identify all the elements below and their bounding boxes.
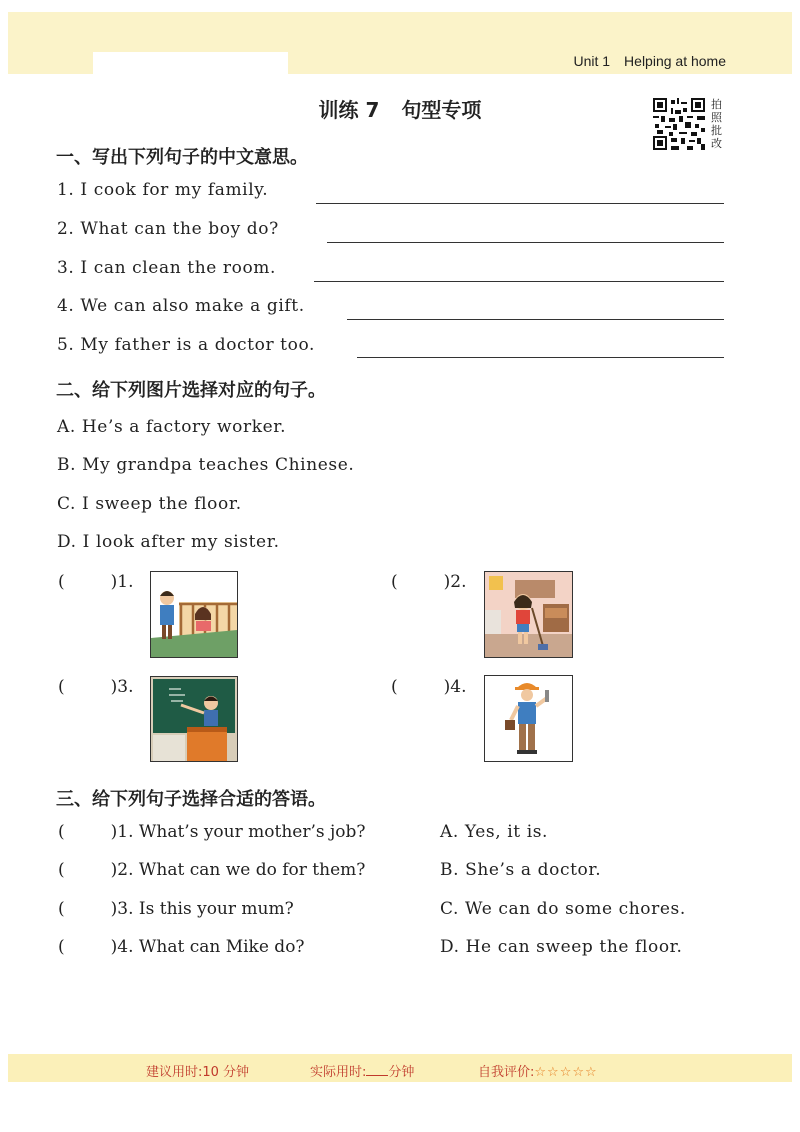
s3-answer-c: C. We can do some chores. (440, 899, 686, 919)
qr-caption-char: 照 (711, 111, 722, 124)
section1-title: 一、写出下列句子的中文意思。 (56, 147, 308, 168)
suggested-time: 建议用时:10 分钟 (146, 1065, 250, 1080)
qr-caption-char: 批 (711, 124, 722, 137)
self-eval-label: 自我评价: (478, 1065, 535, 1080)
question-text: )2. What can we do for them? (110, 860, 366, 880)
s2-option-d: D. I look after my sister. (57, 532, 280, 552)
s1-item-5: 5. My father is a doctor too. (57, 335, 315, 355)
actual-time-blank[interactable] (366, 1064, 388, 1076)
rating-stars-icon[interactable]: ☆☆☆☆☆ (534, 1065, 598, 1080)
section3-title: 三、给下列句子选择合适的答语。 (56, 789, 326, 810)
paren-open: ( (391, 572, 398, 592)
s2-answer-blank-1[interactable] (58, 572, 134, 592)
s3-question-3[interactable] (58, 899, 294, 919)
question-text: )1. What’s your mother’s job? (110, 822, 366, 842)
question-text: )4. What can Mike do? (110, 937, 305, 957)
s3-question-4[interactable] (58, 937, 305, 957)
question-text: )3. Is this your mum? (110, 899, 294, 919)
s1-answer-line-4[interactable] (347, 319, 724, 320)
paren-open: ( (58, 937, 65, 957)
qr-caption-char: 拍 (711, 98, 722, 111)
paren-open: ( (58, 822, 65, 842)
s2-answer-blank-4[interactable] (391, 677, 467, 697)
paren-open: ( (58, 860, 65, 880)
unit-number: Unit 1 (573, 53, 611, 69)
exercise-title: 句型专项 (401, 98, 482, 122)
s1-item-1: 1. I cook for my family. (57, 180, 269, 200)
s1-item-2: 2. What can the boy do? (57, 219, 279, 239)
header-blank (93, 52, 288, 76)
picture-number: )4. (443, 677, 467, 697)
picture-number: )2. (443, 572, 467, 592)
s3-answer-a: A. Yes, it is. (440, 822, 549, 842)
s1-item-3: 3. I can clean the room. (57, 258, 277, 278)
self-evaluation (478, 1061, 598, 1080)
children-in-bed-picture (150, 571, 238, 658)
s1-item-4: 4. We can also make a gift. (57, 296, 305, 316)
actual-time[interactable] (310, 1061, 414, 1080)
qr-caption-char: 改 (711, 137, 722, 150)
picture-number: )3. (110, 677, 134, 697)
s1-answer-line-1[interactable] (316, 203, 724, 204)
actual-time-unit: 分钟 (388, 1065, 415, 1080)
s1-answer-line-3[interactable] (314, 281, 724, 282)
picture-number: )1. (110, 572, 134, 592)
s3-question-2[interactable] (58, 860, 365, 880)
actual-time-label: 实际用时: (310, 1065, 367, 1080)
s2-option-b: B. My grandpa teaches Chinese. (57, 455, 355, 475)
s3-answer-b: B. She’s a doctor. (440, 860, 602, 880)
qr-code-icon[interactable] (653, 98, 705, 150)
exercise-number: 训练 7 (318, 98, 380, 122)
s3-answer-d: D. He can sweep the floor. (440, 937, 683, 957)
unit-title: Helping at home (624, 53, 726, 69)
paren-open: ( (58, 899, 65, 919)
qr-caption (711, 98, 727, 150)
section2-title: 二、给下列图片选择对应的句子。 (56, 380, 326, 401)
paren-open: ( (58, 572, 65, 592)
unit-label (573, 53, 726, 69)
girl-sweeping-picture (484, 571, 573, 658)
s3-question-1[interactable] (58, 822, 366, 842)
s2-answer-blank-3[interactable] (58, 677, 134, 697)
s1-answer-line-5[interactable] (357, 357, 724, 358)
s2-option-c: C. I sweep the floor. (57, 494, 242, 514)
teacher-at-blackboard-picture (150, 676, 238, 762)
factory-worker-picture (484, 675, 573, 762)
s1-answer-line-2[interactable] (327, 242, 724, 243)
s2-answer-blank-2[interactable] (391, 572, 467, 592)
paren-open: ( (391, 677, 398, 697)
s2-option-a: A. He’s a factory worker. (57, 417, 287, 437)
paren-open: ( (58, 677, 65, 697)
